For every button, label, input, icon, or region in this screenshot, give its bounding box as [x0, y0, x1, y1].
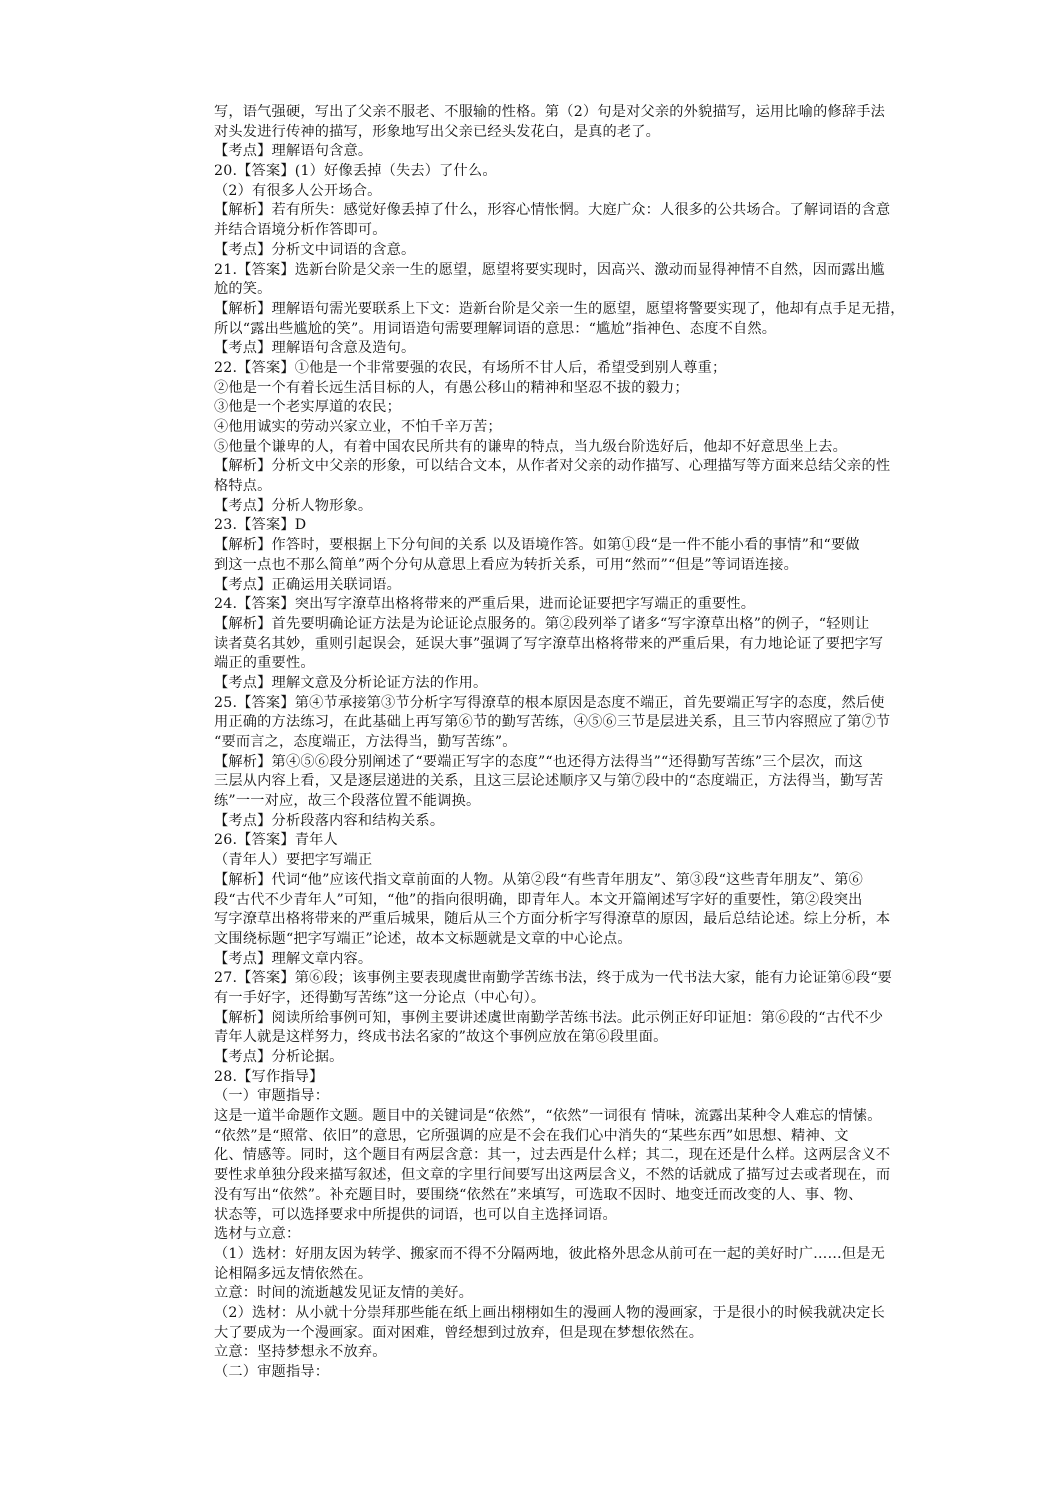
text-line: 大了要成为一个漫画家。面对困难，曾经想到过放弃，但是现在梦想依然在。: [214, 1324, 704, 1341]
text-line: （2）选材：从小就十分崇拜那些能在纸上画出栩栩如生的漫画人物的漫画家，于是很小的时候我就决定长: [214, 1304, 886, 1321]
text-line: 【考点】分析段落内容和结构关系。: [214, 812, 445, 829]
text-line: （2）有很多人公开场合。: [214, 182, 382, 199]
text-line: 到这一点也不那么简单”两个分句从意思上看应为转折关系，可用“然而”“但是”等词语连接。: [214, 556, 798, 573]
text-line: 20.【答案】(1）好像丢掉（失去）了什么。: [214, 163, 497, 180]
text-line: 用正确的方法练习，在此基础上再写第⑥节的勤写苦练，④⑤⑥三节是层进关系，且三节内容照应了第⑦节: [214, 714, 891, 731]
text-line: ⑤他量个谦卑的人，有着中国农民所共有的谦卑的特点，当九级台阶选好后，他却不好意思坐上去。: [214, 438, 848, 455]
text-line: 24.【答案】突出写字潦草出格将带来的严重后果，进而论证要把字写端正的重要性。: [214, 596, 756, 613]
text-line: 这是一道半命题作文题。题目中的关键词是“依然”，“依然”一词很有 情味，流露出某种令人难忘的情愫。: [214, 1108, 882, 1125]
text-line: 立意：坚持梦想永不放弃。: [214, 1344, 387, 1361]
text-line: 格特点。: [214, 478, 272, 495]
text-line: 化、情感等。同时，这个题目有两层含意：其一，过去西是什么样；其二，现在还是什么样。这两层含义不: [214, 1147, 891, 1164]
text-line: 读者莫名其妙，重则引起误会，延误大事”强调了写字潦草出格将带来的严重后果，有力地论证了要把字写: [214, 635, 884, 652]
text-line: 段“古代不少青年人”可知，“他”的指向很明确，即青年人。本文开篇阐述写字好的重要性，第②段突出: [214, 891, 863, 908]
text-line: 端正的重要性。: [214, 655, 315, 672]
text-line: 【考点】理解语句含意及造句。: [214, 340, 416, 357]
text-line: 【解析】代词“他”应该代指文章前面的人物。从第②段“有些青年朋友”、第③段“这些青年朋友”、第⑥: [214, 871, 863, 888]
text-line: ②他是一个有着长远生活目标的人，有愚公移山的精神和坚忍不拔的毅力；: [214, 379, 689, 396]
text-line: 【考点】分析人物形象。: [214, 497, 373, 514]
text-line: 【考点】理解文意及分析论证方法的作用。: [214, 674, 488, 691]
text-line: 25.【答案】第④节承接第③节分析字写得潦草的根本原因是态度不端正，首先要端正写字的态度，然后使: [214, 694, 885, 711]
text-line: 尬的笑。: [214, 281, 272, 298]
text-line: 有一手好字，还得勤写苦练”这一分论点（中心句）。: [214, 989, 546, 1006]
text-line: 【解析】若有所失：感觉好像丢掉了什么，形容心情怅惘。大庭广众：人很多的公共场合。了解词语的含意: [214, 202, 891, 219]
text-line: （1）选材：好朋友因为转学、搬家而不得不分隔两地，彼此格外思念从前可在一起的美好时广……但是无: [214, 1245, 886, 1262]
text-line: 27.【答案】第⑥段；该事例主要表现虞世南勤学苦练书法，终于成为一代书法大家，能有力论证第⑥段“要: [214, 970, 893, 987]
text-line: （一）审题指导：: [214, 1088, 330, 1105]
text-line: ④他用诚实的劳动兴家立业，不怕千辛万苦；: [214, 419, 502, 435]
text-line: “要而言之，态度端正，方法得当，勤写苦练”。: [214, 734, 517, 750]
text-line: 要性求单独分段来描写叙述，但文章的字里行间要写出这两层含义，不然的话就成了描写过去或者现在，而: [214, 1167, 891, 1184]
text-line: 并结合语境分析作答即可。: [214, 222, 387, 239]
text-line: 青年人就是这样努力，终成书法名家的”故这个事例应放在第⑥段里面。: [214, 1029, 668, 1046]
text-line: 28.【写作指导】: [214, 1068, 324, 1085]
text-line: 文围绕标题“把字写端正”论述，故本文标题就是文章的中心论点。: [214, 930, 632, 947]
text-line: 【考点】分析文中词语的含意。: [214, 241, 416, 258]
text-line: 【解析】作答时，要根据上下分句间的关系 以及语境作答。如第①段“是一件不能小看的事情”和“要做: [214, 537, 860, 554]
text-line: 【考点】分析论据。: [214, 1049, 344, 1065]
text-line: 选材与立意：: [214, 1226, 301, 1243]
text-line: 对头发进行传神的描写，形象地写出父亲已经头发花白，是真的老了。: [214, 123, 661, 140]
text-line: 26.【答案】青年人: [214, 832, 338, 849]
text-line: 23.【答案】D: [214, 517, 307, 534]
text-line: 立意：时间的流逝越发见证友情的美好。: [214, 1285, 473, 1302]
text-line: 【解析】首先要明确论证方法是为论证论点服务的。第②段列举了诸多“写字潦草出格”的例子，“轻则让: [214, 615, 870, 632]
text-line: （青年人）要把字写端正: [214, 852, 373, 869]
text-line: ③他是一个老实厚道的农民；: [214, 399, 402, 416]
text-line: 写，语气强硬，写出了父亲不服老、不服输的性格。第（2）句是对父亲的外貌描写，运用比喻的修辞手法: [214, 104, 886, 120]
text-line: “依然”是“照常、依旧”的意思，它所强调的应是不会在我们心中消失的“某些东西”如思想、精神、文: [214, 1127, 849, 1144]
answer-text-body: [214, 103, 948, 1383]
text-line: 论相隔多远友情依然在。: [214, 1265, 373, 1282]
text-line: 【解析】第④⑤⑥段分别阐述了“要端正写字的态度”“也还得方法得当”“还得勤写苦练”三个层次，而这: [214, 753, 863, 770]
text-line: 21.【答案】选新台阶是父亲一生的愿望，愿望将要实现时，因高兴、激动而显得神情不自然，因而露出尴: [214, 261, 885, 278]
text-line: 所以“露出些尴尬的笑”。用词语造句需要理解词语的意思：“尴尬”指神色、态度不自然。: [214, 320, 777, 337]
text-line: 【考点】理解语句含意。: [214, 143, 373, 160]
text-line: 三层从内容上看，又是逐层递进的关系，且这三层论述顺序又与第⑦段中的“态度端正，方法得当，勤写苦: [214, 773, 884, 790]
text-line: 22.【答案】①他是一个非常要强的农民，有场所不甘人后，希望受到别人尊重；: [214, 359, 727, 376]
text-line: 练”一一对应，故三个段落位置不能调换。: [214, 793, 481, 810]
text-line: 没有写出“依然”。补充题目时，要围绕“依然在”来填写，可选取不因时、地变迁而改变的人、事、物、: [214, 1186, 863, 1203]
text-line: 【解析】分析文中父亲的形象，可以结合文本，从作者对父亲的动作描写、心理描写等方面来总结父亲的性: [214, 458, 891, 475]
text-line: 【考点】理解文章内容。: [214, 950, 373, 967]
text-line: 【考点】正确运用关联词语。: [214, 576, 402, 593]
text-line: 状态等，可以选择要求中所提供的词语，也可以自主选择词语。: [214, 1206, 617, 1223]
text-line: （二）审题指导：: [214, 1364, 330, 1380]
text-line: 【解析】阅读所给事例可知，事例主要讲述虞世南勤学苦练书法。此示例正好印证旭：第⑥段的“古代不少: [214, 1009, 884, 1026]
text-line: 写字潦草出格将带来的严重后城果，随后从三个方面分析字写得潦草的原因，最后总结论述。综上分析，本: [214, 911, 891, 928]
text-line: 【解析】理解语句需光要联系上下文：造新台阶是父亲一生的愿望，愿望将警要实现了，他却有点手足无措，: [214, 300, 905, 317]
